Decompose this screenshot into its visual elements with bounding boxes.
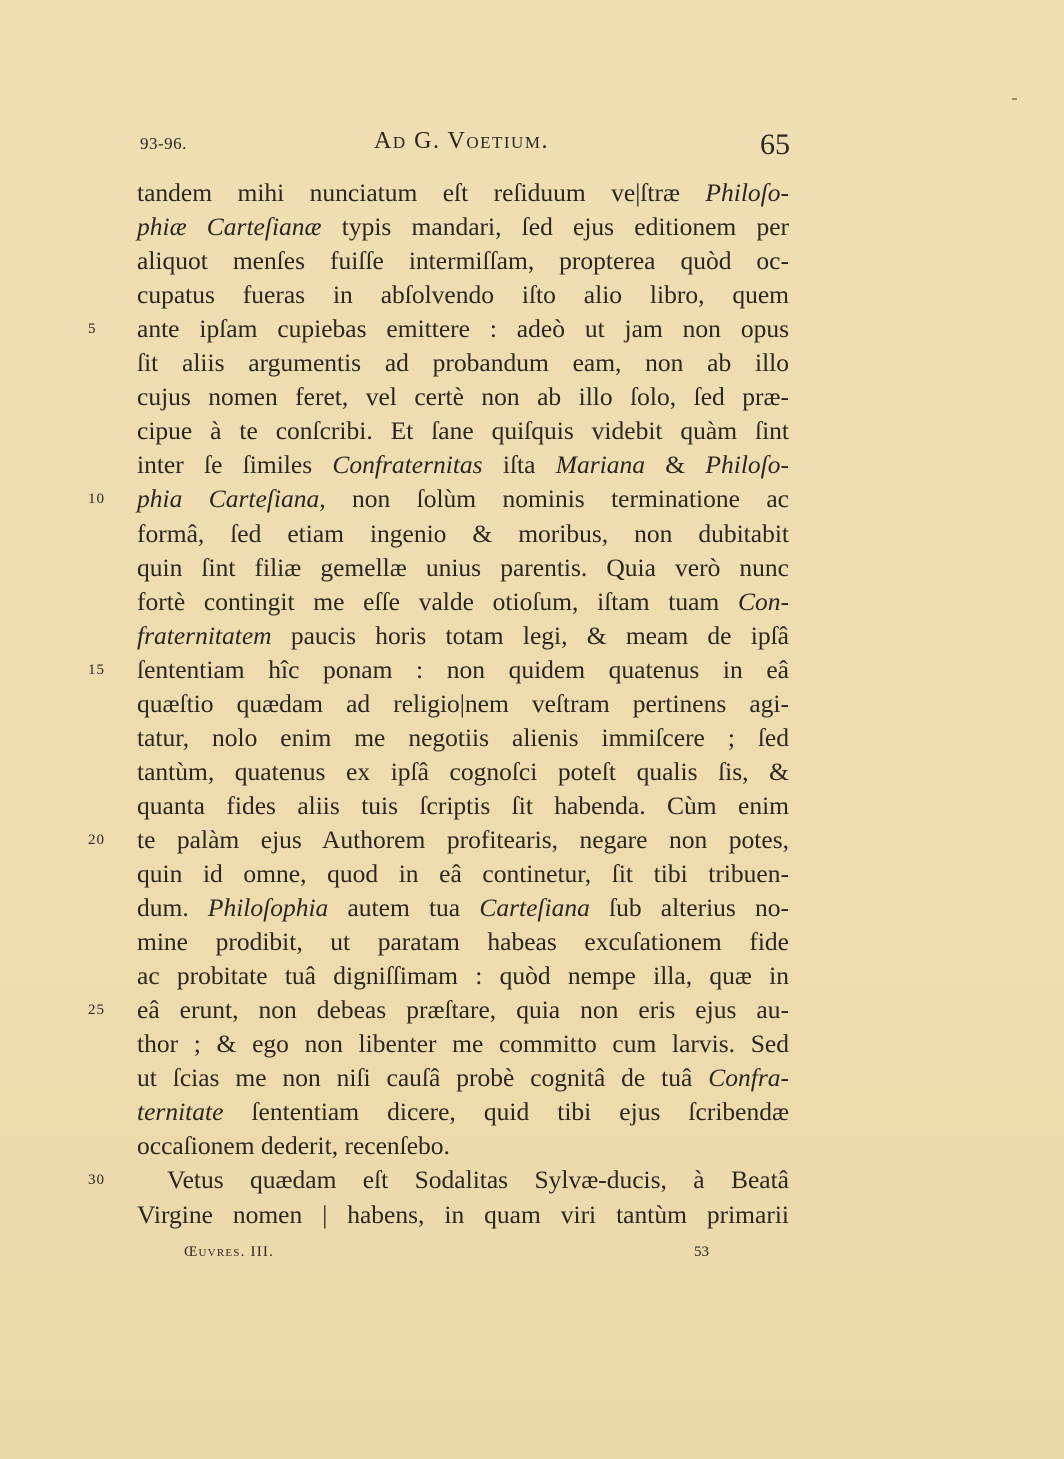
- text-line: [137, 1095, 789, 1129]
- text-line: [137, 1129, 789, 1163]
- text-run: ac probitate tuâ digniſſimam : quòd nempe illa, quæ in: [137, 961, 789, 991]
- text-run: quin ſint filiæ gemellæ unius parentis. Quia verò nunc: [137, 552, 789, 582]
- line-number: 15: [88, 661, 105, 678]
- italic-run: phiæ Carteſianæ: [137, 212, 322, 242]
- text-line: [137, 244, 789, 278]
- text-line: [137, 312, 789, 346]
- text-line: [137, 789, 789, 823]
- text-line: [137, 380, 789, 414]
- text-run: Vetus quædam eſt Sodalitas Sylvæ-ducis, à Beatâ: [167, 1165, 789, 1195]
- text-run: aliquot menſes fuiſſe intermiſſam, propterea quòd oc-: [137, 246, 789, 276]
- text-run: ſententiam hîc ponam : non quidem quatenus in eâ: [137, 654, 789, 684]
- italic-run: ternitate: [137, 1097, 224, 1127]
- line-number: 5: [88, 321, 97, 338]
- text-run: quæſtio quædam ad religio|nem veſtram pertinens agi-: [137, 688, 789, 718]
- text-run: cujus nomen feret, vel certè non ab illo ſolo, ſed præ-: [137, 382, 789, 412]
- text-run: autem tua: [328, 893, 480, 923]
- line-number: 10: [88, 491, 105, 508]
- text-run: thor ; & ego non libenter me committo cum larvis. Sed: [137, 1029, 789, 1059]
- text-line: [137, 176, 789, 210]
- text-run: fortè contingit me eſſe valde otioſum, iſtam tuam: [137, 586, 738, 616]
- text-run: mine prodibit, ut paratam habeas excuſationem fide: [137, 927, 789, 957]
- text-run: ante ipſam cupiebas emittere : adeò ut jam non opus: [137, 314, 789, 344]
- text-line: [137, 346, 789, 380]
- italic-run: Carteſiana: [479, 893, 590, 923]
- text-run: paucis horis totam legi, & meam de ipſâ: [271, 620, 789, 650]
- text-run: typis mandari, ſed ejus editionem per: [321, 212, 790, 242]
- text-run: cupatus fueras in abſolvendo iſto alio libro, quem: [137, 280, 789, 310]
- text-line: [137, 1061, 789, 1095]
- page-number: 65: [760, 128, 790, 161]
- italic-run: Philoſophia: [207, 893, 329, 923]
- text-run: inter ſe ſimiles: [137, 450, 333, 480]
- text-run: ut ſcias me non niſi cauſâ probè cognitâ de tuâ: [137, 1063, 709, 1093]
- text-run: iſta: [482, 450, 556, 480]
- text-line: [137, 278, 789, 312]
- text-run: &: [645, 450, 706, 480]
- footer-signature: Œuvres. III.: [184, 1244, 275, 1260]
- text-line: [167, 1163, 789, 1197]
- text-line: [137, 687, 789, 721]
- text-line: [137, 857, 789, 891]
- text-line: [137, 1198, 789, 1232]
- line-number: 30: [88, 1172, 105, 1189]
- text-run: tantùm, quatenus ex ipſâ cognoſci poteſt qualis ſis, &: [137, 756, 789, 786]
- text-line: [137, 891, 789, 925]
- italic-run: Philoſo-: [705, 450, 789, 480]
- header-page-range: 93-96.: [140, 134, 187, 153]
- text-line: [137, 619, 789, 653]
- text-run: tandem mihi nunciatum eſt reſiduum ve|ſtræ: [137, 178, 706, 207]
- text-line: [137, 823, 789, 857]
- text-line: [137, 210, 789, 244]
- text-run: occaſionem dederit, recenſebo.: [137, 1131, 450, 1161]
- text-line: [137, 448, 789, 482]
- text-run: Virgine nomen | habens, in quam viri tantùm primarii: [137, 1199, 789, 1229]
- text-run: non ſolùm nominis terminatione ac: [325, 484, 789, 514]
- text-run: quanta fides aliis tuis ſcriptis ſit habenda. Cùm enim: [137, 790, 789, 820]
- text-line: [137, 482, 789, 516]
- text-run: ſententiam dicere, quid tibi ejus ſcribendæ: [223, 1097, 789, 1127]
- text-run: ſit aliis argumentis ad probandum eam, non ab illo: [137, 348, 789, 378]
- line-number: 25: [88, 1002, 105, 1019]
- text-line: [137, 993, 789, 1027]
- text-line: [137, 755, 789, 789]
- text-line: [137, 585, 789, 619]
- text-line: [137, 721, 789, 755]
- text-line: [137, 551, 789, 585]
- line-number: 20: [88, 831, 105, 848]
- text-line: [137, 1027, 789, 1061]
- italic-run: Con-: [738, 586, 789, 616]
- italic-run: phia Carteſiana,: [137, 484, 326, 514]
- running-header: [140, 128, 790, 164]
- italic-run: Philoſo-: [705, 178, 789, 207]
- text-run: quin id omne, quod in eâ continetur, ſit tibi tribuen-: [137, 859, 789, 888]
- text-run: te palàm ejus Authorem profitearis, negare non potes,: [137, 824, 789, 854]
- italic-run: fraternitatem: [137, 620, 272, 650]
- text-run: eâ erunt, non debeas præſtare, quia non eris ejus au-: [137, 995, 789, 1025]
- italic-run: Confraternitas: [332, 450, 483, 480]
- text-line: [137, 517, 789, 551]
- italic-run: Mariana: [555, 450, 645, 480]
- text-run: dum.: [137, 893, 208, 923]
- header-title: Ad G. Voetium.: [374, 128, 549, 154]
- text-run: formâ, ſed etiam ingenio & moribus, non dubitabit: [137, 518, 789, 548]
- italic-run: Confra-: [708, 1063, 789, 1093]
- text-line: [137, 414, 789, 448]
- text-line: [137, 925, 789, 959]
- text-run: ſub alterius no-: [589, 893, 789, 923]
- text-line: [137, 653, 789, 687]
- text-run: tatur, nolo enim me negotiis alienis immiſcere ; ſed: [137, 722, 789, 752]
- footer-sheet-number: 53: [694, 1244, 709, 1260]
- text-run: cipue à te conſcribi. Et ſane quiſquis videbit quàm ſint: [137, 416, 789, 446]
- paper-speck: [1012, 98, 1017, 100]
- text-line: [137, 959, 789, 993]
